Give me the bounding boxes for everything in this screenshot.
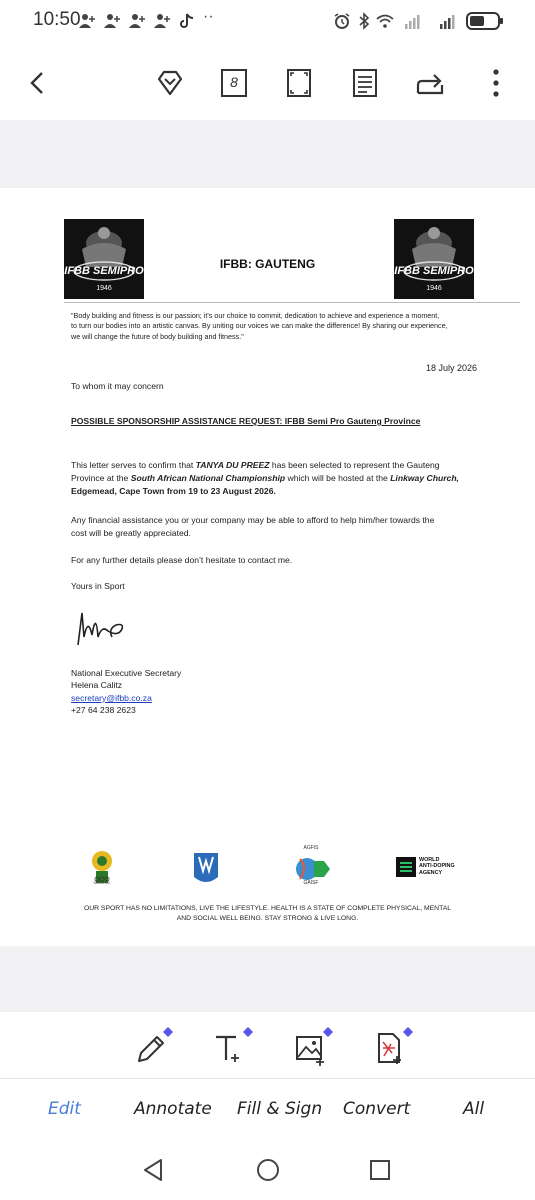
wifi-icon — [376, 12, 394, 30]
wada-label — [419, 857, 455, 876]
gaisf-label: GAISF — [303, 880, 319, 886]
more-vertical-icon — [476, 63, 516, 103]
diamond-icon — [150, 63, 190, 103]
footer-line: AND SOCIAL WELL BEING. STAY STRONG & LIVE LONG. — [176, 915, 359, 922]
convert-pdf-tool-button[interactable] — [370, 1026, 414, 1070]
system-recents-button[interactable] — [366, 1156, 394, 1184]
signal-icon — [403, 12, 421, 30]
wada-line: WORLD — [419, 857, 440, 863]
document-background — [0, 946, 535, 1012]
page-count: 8 — [230, 74, 238, 90]
quote-line: to turn our bodies into an artistic canvas. By uniting our voices we can make the difference! By sharing our experience, — [71, 321, 448, 331]
share-icon — [410, 63, 450, 103]
edit-text-tool-button[interactable] — [130, 1026, 174, 1070]
system-navigation-bar — [0, 1140, 535, 1200]
add-text-tool-button[interactable] — [210, 1026, 254, 1070]
battery-icon — [466, 11, 504, 31]
phone-number: +27 64 238 2623 — [71, 705, 136, 716]
sascoc-label: SASCOC — [93, 880, 111, 885]
text: Any financial assistance you or your company may be able to afford to help him/her towards the — [71, 515, 435, 525]
pencil-icon — [130, 1026, 174, 1070]
tab-annotate[interactable]: Annotate — [134, 1099, 212, 1119]
text: Province at the — [71, 473, 131, 483]
motto-quote — [71, 311, 483, 342]
salutation: To whom it may concern — [71, 381, 164, 391]
email-link[interactable]: secretary@ifbb.co.za — [71, 692, 152, 703]
venue: Linkway Church, — [390, 473, 459, 483]
signature-image — [72, 607, 128, 651]
add-image-icon — [290, 1026, 334, 1070]
wada-line: AGENCY — [419, 869, 443, 876]
fullscreen-button[interactable] — [279, 63, 319, 103]
wada-logo — [396, 857, 416, 877]
top-toolbar — [0, 50, 535, 118]
paragraph-1 — [71, 459, 481, 498]
square-recents-icon — [366, 1156, 394, 1184]
premium-diamond-icon — [243, 1027, 253, 1037]
logo-year: 1946 — [96, 285, 112, 292]
quote-line: we will change the future of body building and fitness." — [71, 331, 244, 341]
tab-convert[interactable]: Convert — [343, 1099, 411, 1119]
athlete-name: TANYA DU PREEZ — [195, 460, 270, 470]
person-add-icon — [78, 12, 96, 30]
clock: 10:50 — [33, 9, 81, 30]
paragraph-2 — [71, 514, 481, 540]
fullscreen-icon — [279, 63, 319, 103]
page-count-button[interactable] — [214, 63, 254, 103]
tab-edit[interactable]: Edit — [48, 1099, 81, 1119]
circle-home-icon — [254, 1156, 282, 1184]
pdf-document-icon — [370, 1026, 414, 1070]
signal-icon — [438, 12, 456, 30]
letter-subject: POSSIBLE SPONSORSHIP ASSISTANCE REQUEST: IFBB Semi Pro Gauteng Province — [71, 416, 421, 426]
premium-diamond-icon — [163, 1027, 173, 1037]
person-add-icon — [128, 12, 146, 30]
footer-slogan — [0, 904, 535, 924]
back-button[interactable] — [18, 63, 58, 103]
tab-all[interactable]: All — [463, 1099, 485, 1119]
text: cost will be greatly appreciated. — [71, 528, 191, 538]
letter-date: 18 July 2026 — [425, 363, 477, 373]
more-notifications: ·· — [203, 8, 214, 25]
wada-line: ANTI-DOPING — [419, 863, 455, 870]
closing: Yours in Sport — [71, 581, 125, 591]
signatory-name: Helena Calitz — [71, 680, 123, 691]
logo-text: IFBB SEMIPRO — [64, 265, 144, 277]
person-add-icon — [153, 12, 171, 30]
tab-fill-sign[interactable]: Fill & Sign — [237, 1099, 323, 1119]
document-list-icon — [345, 63, 385, 103]
logo-year: 1946 — [426, 285, 442, 292]
text: which will be hosted at the — [285, 473, 391, 483]
venue-dates: Edgemead, Cape Town from 19 to 23 August 2026. — [71, 486, 276, 496]
document-title: IFBB: GAUTENG — [219, 257, 316, 271]
paragraph-3: For any further details please don’t hesitate to contact me. — [71, 555, 293, 565]
system-back-button[interactable] — [139, 1156, 167, 1184]
add-image-tool-button[interactable] — [290, 1026, 334, 1070]
header-divider — [64, 302, 520, 303]
premium-button[interactable] — [150, 63, 190, 103]
add-text-icon — [210, 1026, 254, 1070]
back-arrow-icon — [18, 63, 58, 103]
text: This letter serves to confirm that — [71, 460, 196, 470]
bottom-tab-bar — [0, 1078, 535, 1141]
event-name: South African National Championship — [130, 473, 286, 483]
quote-line: "Body building and fitness is our passion; it's our choice to commit, dedication to achieve and experience a moment, — [71, 311, 440, 320]
text: has been selected to represent the Gauteng — [269, 460, 440, 470]
ifbb-logo — [189, 847, 223, 891]
alarm-icon — [333, 12, 351, 30]
edit-tools-bar — [0, 1012, 535, 1078]
footer-line: OUR SPORT HAS NO LIMITATIONS, LIVE THE LIFESTYLE. HEALTH IS A STATE OF COMPLETE PHYSICAL, MENTAL — [83, 905, 452, 912]
status-bar — [0, 0, 535, 44]
tiktok-icon — [178, 12, 196, 30]
bluetooth-icon — [355, 12, 373, 30]
agfis-label: AGFIS — [303, 845, 319, 851]
logo-text: IFBB SEMIPRO — [394, 265, 474, 277]
triangle-back-icon — [139, 1156, 167, 1184]
system-home-button[interactable] — [254, 1156, 282, 1184]
premium-diamond-icon — [323, 1027, 333, 1037]
premium-diamond-icon — [403, 1027, 413, 1037]
document-background — [0, 120, 535, 188]
share-button[interactable] — [410, 63, 450, 103]
signature-block — [71, 667, 481, 717]
reading-mode-button[interactable] — [345, 63, 385, 103]
more-options-button[interactable] — [476, 63, 516, 103]
signatory-role: National Executive Secretary — [71, 668, 182, 678]
person-add-icon — [103, 12, 121, 30]
